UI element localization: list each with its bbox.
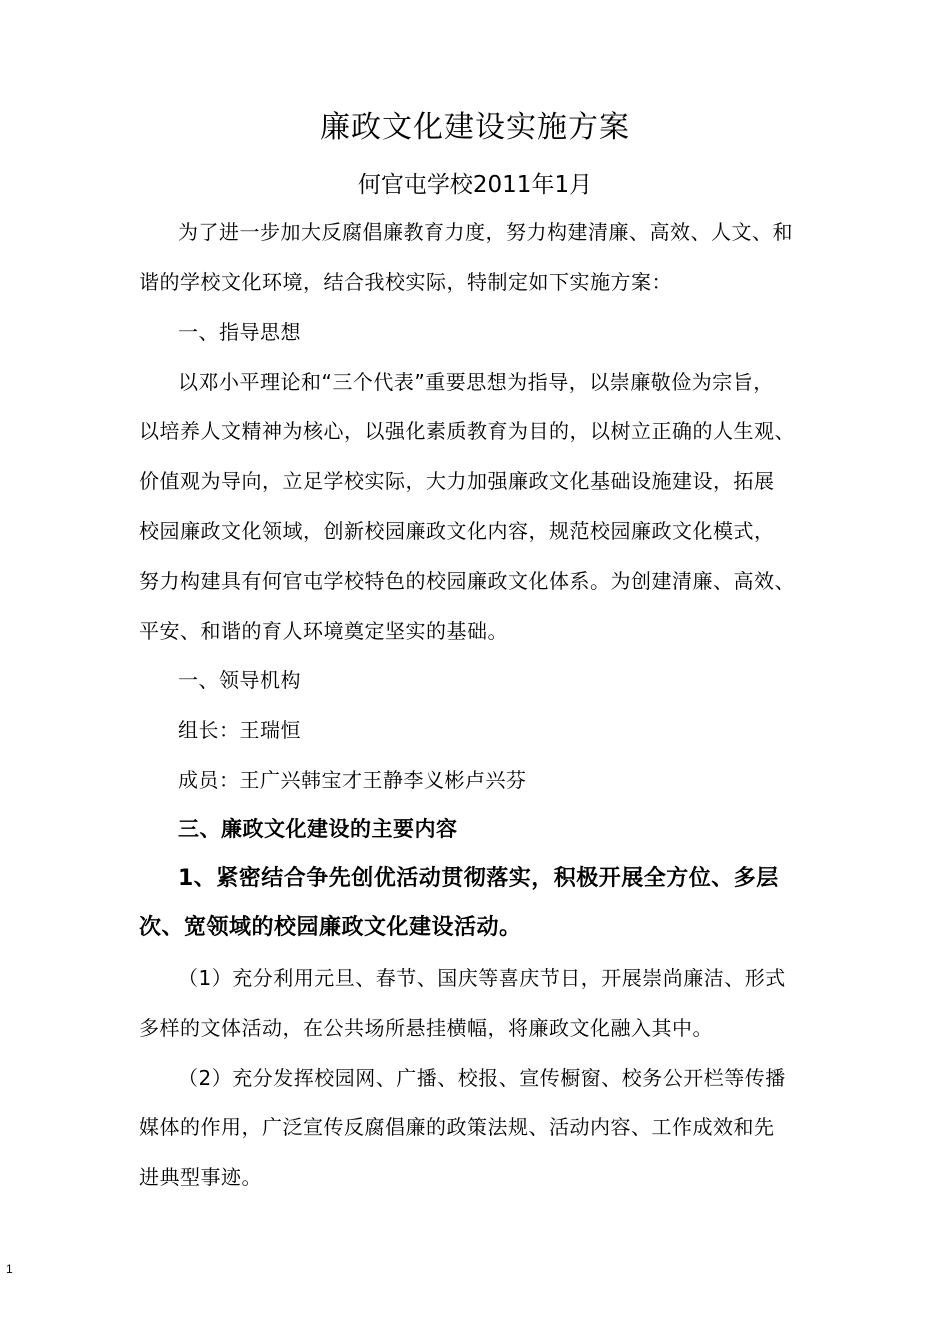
intro-line-1: 为了进一步加大反腐倡廉教育力度，努力构建清廉、高效、人文、和 [178,220,793,244]
members-line: 成员：王广兴韩宝才王静李义彬卢兴芬 [178,768,527,792]
guiding-line-1: 以邓小平理论和“三个代表”重要思想为指导，以崇廉敬俭为宗旨， [178,370,774,394]
intro-line-2: 谐的学校文化环境，结合我校实际，特制定如下实施方案： [139,270,672,294]
section-heading-main-content: 三、廉政文化建设的主要内容 [178,817,458,841]
document-subtitle: 何官屯学校2011年1月 [357,172,593,198]
guiding-line-4: 校园廉政文化领域，创新校园廉政文化内容，规范校园廉政文化模式， [139,519,775,543]
section-heading-guiding-ideology: 一、指导思想 [178,320,301,344]
section-heading-leadership: 一、领导机构 [178,668,301,692]
item-2-line-2: 媒体的作用，广泛宣传反腐倡廉的政策法规、活动内容、工作成效和先 [139,1115,775,1139]
subsection-1-line-1: 1、紧密结合争先创优活动贯彻落实，积极开展全方位、多层 [178,866,779,891]
leader-line: 组长：王瑞恒 [178,718,301,742]
guiding-line-3: 价值观为导向，立足学校实际，大力加强廉政文化基础设施建设，拓展 [139,469,775,493]
document-title: 廉政文化建设实施方案 [320,110,630,145]
subsection-1-line-2: 次、宽领域的校园廉政文化建设活动。 [139,915,522,940]
item-1-line-1: （1）充分利用元旦、春节、国庆等喜庆节日，开展崇尚廉洁、形式 [178,966,786,990]
guiding-line-6: 平安、和谐的育人环境奠定坚实的基础。 [139,619,508,643]
item-1-line-2: 多样的文体活动，在公共场所悬挂横幅，将廉政文化融入其中。 [139,1016,713,1040]
guiding-line-2: 以培养人文精神为核心，以强化素质教育为目的，以树立正确的人生观、 [139,419,795,443]
guiding-line-5: 努力构建具有何官屯学校特色的校园廉政文化体系。为创建清廉、高效、 [139,569,795,593]
item-2-line-1: （2）充分发挥校园网、广播、校报、宣传橱窗、校务公开栏等传播 [178,1066,786,1090]
item-2-line-3: 进典型事迹。 [139,1165,262,1189]
page-number: 1 [6,1262,13,1276]
